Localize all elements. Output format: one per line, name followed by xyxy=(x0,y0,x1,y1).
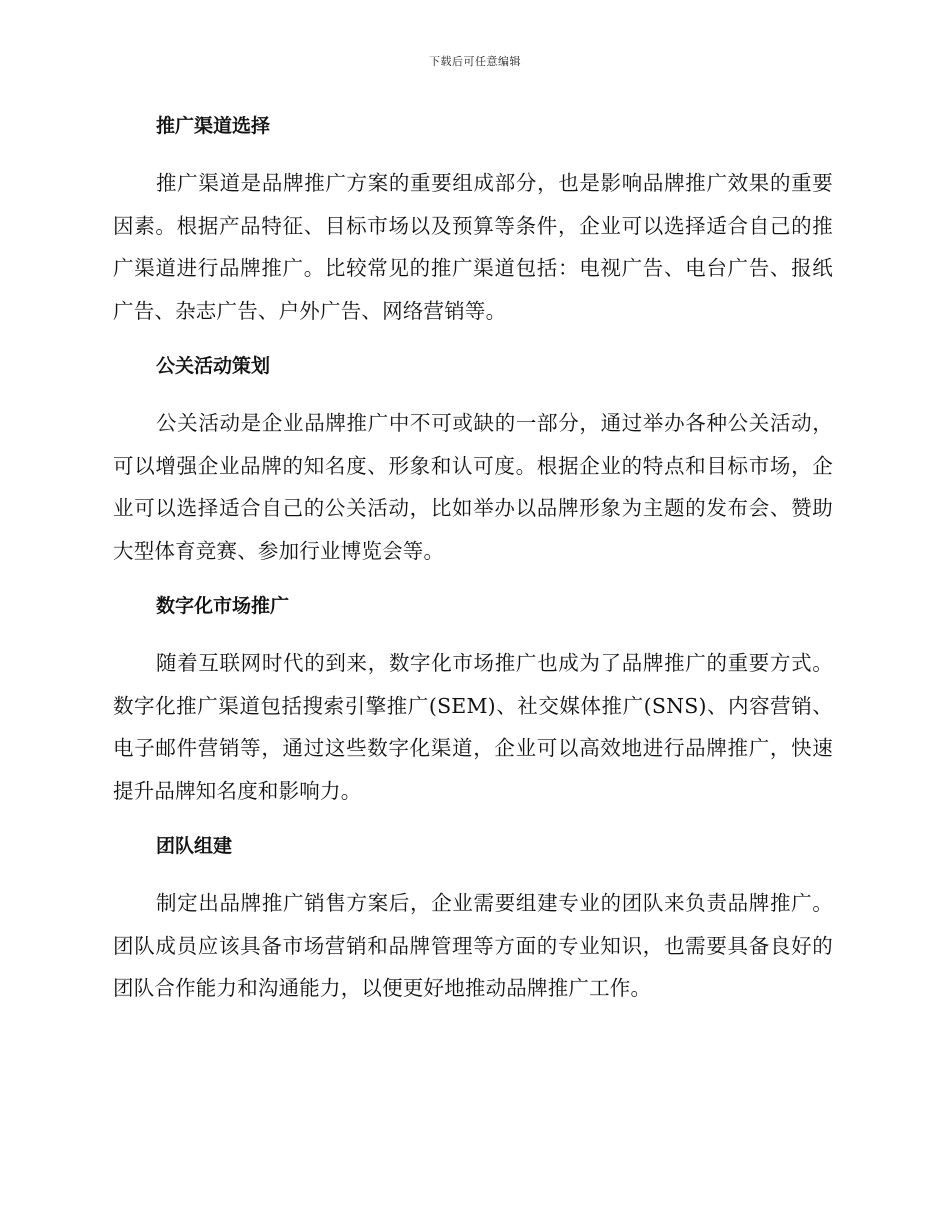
section-promotion-channels xyxy=(113,108,833,332)
document-content xyxy=(113,108,833,1026)
section-heading: 团队组建 xyxy=(156,835,233,857)
section-paragraph: 制定出品牌推广销售方案后，企业需要组建专业的团队来负责品牌推广。团队成员应该具备市场营销和品牌管理等方面的专业知识，也需要具备良好的团队合作能力和沟通能力，以便更好地推动品牌推广工作。 xyxy=(113,891,833,1000)
section-team-building xyxy=(113,828,833,1010)
section-paragraph: 随着互联网时代的到来，数字化市场推广也成为了品牌推广的重要方式。数字化推广渠道包括搜索引擎推广(SEM)、社交媒体推广(SNS)、内容营销、电子邮件营销等，通过这些数字化渠道，企业可以高效地进行品牌推广，快速提升品牌知名度和影响力。 xyxy=(113,651,833,803)
section-paragraph: 公关活动是企业品牌推广中不可或缺的一部分，通过举办各种公关活动，可以增强企业品牌的知名度、形象和认可度。根据企业的特点和目标市场，企业可以选择适合自己的公关活动，比如举办以品牌形象为主题的发布会、赞助大型体育竞赛、参加行业博览会等。 xyxy=(113,411,833,563)
section-pr-activities xyxy=(113,348,833,572)
section-digital-marketing xyxy=(113,588,833,812)
section-heading: 数字化市场推广 xyxy=(156,595,290,617)
header-note: 下载后可任意编辑 xyxy=(429,55,521,68)
section-heading: 推广渠道选择 xyxy=(156,115,271,137)
section-heading: 公关活动策划 xyxy=(156,355,271,377)
section-paragraph: 推广渠道是品牌推广方案的重要组成部分，也是影响品牌推广效果的重要因素。根据产品特征、目标市场以及预算等条件，企业可以选择适合自己的推广渠道进行品牌推广。比较常见的推广渠道包括：电视广告、电台广告、报纸广告、杂志广告、户外广告、网络营销等。 xyxy=(113,171,833,323)
